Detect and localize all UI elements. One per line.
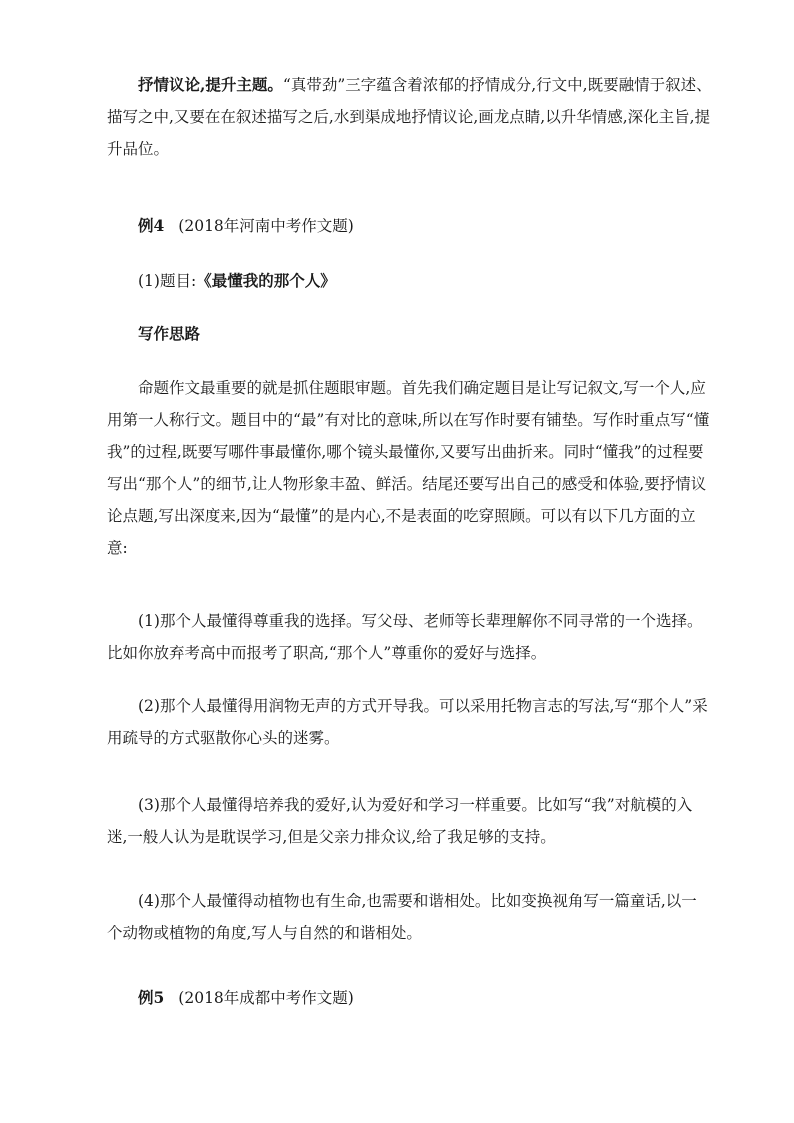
intro-lead: 抒情议论,提升主题。: [138, 75, 283, 94]
example-5-heading: [107, 982, 712, 1014]
example-4-heading: [107, 210, 712, 242]
example-4-source: (2018年河南中考作文题): [178, 217, 354, 235]
example-5-label: 例5: [138, 988, 165, 1007]
example-5-source: (2018年成都中考作文题): [178, 989, 354, 1007]
topic-prefix: (1)题目:: [138, 272, 197, 290]
point-4: (4)那个人最懂得动植物也有生命,也需要和谐相处。比如变换视角写一篇童话,以一个动物或植物的角度,写人与自然的和谐相处。: [107, 892, 697, 942]
topic-title: 《最懂我的那个人》: [196, 271, 336, 290]
intro-paragraph: [107, 69, 712, 165]
intro-text: “真带劲”三字蕴含着浓郁的抒情成分,行文中,既要融情于叙述、描写之中,又要在在叙述描写之后,水到渠成地抒情议论,画龙点睛,以升华情感,深化主旨,提升品位。: [107, 76, 712, 158]
example-4-label: 例4: [138, 216, 165, 235]
point-3: (3)那个人最懂得培养我的爱好,认为爱好和学习一样重要。比如写“我”对航模的入迷,一般人认为是耽误学习,但是父亲力排众议,给了我足够的支持。: [107, 796, 693, 846]
point-2: (2)那个人最懂得用润物无声的方式开导我。可以采用托物言志的写法,写“那个人”采用疏导的方式驱散你心头的迷雾。: [107, 697, 708, 747]
point-1: (1)那个人最懂得尊重我的选择。写父母、老师等长辈理解你不同寻常的一个选择。比如你放弃考高中而报考了职高,“那个人”尊重你的爱好与选择。: [107, 612, 703, 662]
analysis-paragraph: 命题作文最重要的就是抓住题眼审题。首先我们确定题目是让写记叙文,写一个人,应用第一人称行文。题目中的“最”有对比的意味,所以在写作时要有铺垫。写作时重点写“懂我”的过程,既要写哪件事最懂你,哪个镜头最懂你,又要写出曲折来。同时“懂我”的过程要写出“那个人”的细节,让人物形象丰盈、鲜活。结尾还要写出自己的感受和体验,要抒情议论点题,写出深度来,因为“最懂”的是内心,不是表面的吃穿照顾。可以有以下几方面的立意:: [107, 379, 710, 557]
section-heading: 写作思路: [138, 324, 201, 343]
topic-line: [107, 265, 712, 297]
